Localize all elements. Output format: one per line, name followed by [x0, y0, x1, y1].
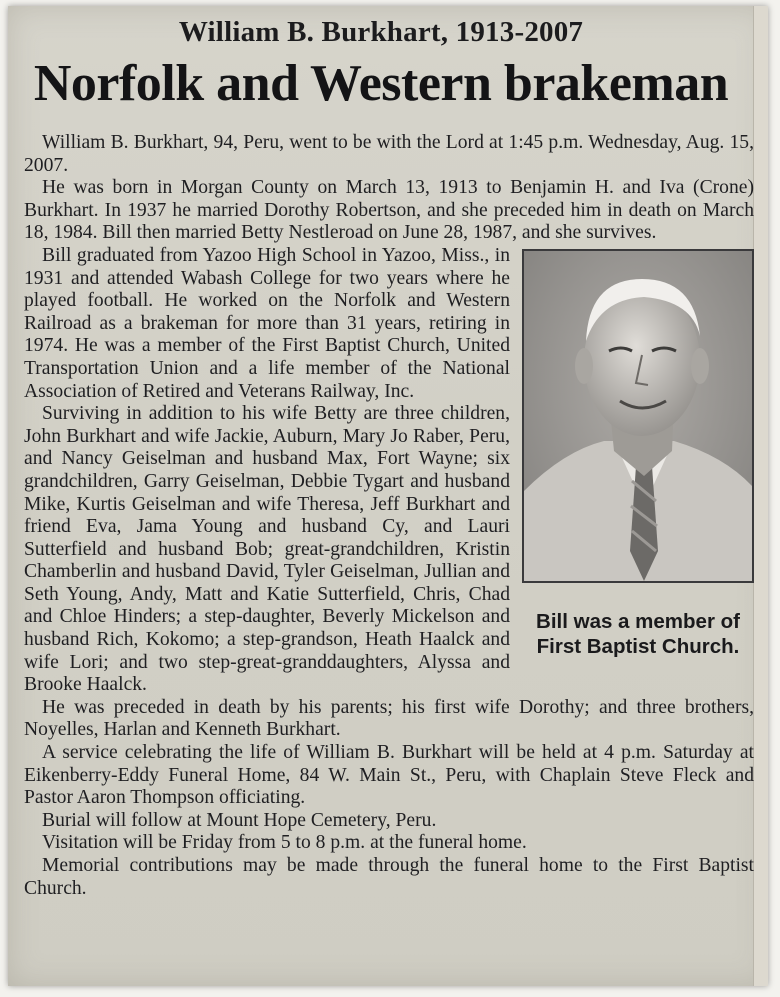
obituary-headline: Norfolk and Western brakeman [33, 55, 729, 112]
paragraph-death-notice: William B. Burkhart, 94, Peru, went to be with the Lord at 1:45 p.m. Wednesday, Aug. 15, 2007. [24, 132, 754, 176]
paragraph-visitation: Visitation will be Friday from 5 to 8 p.m. at the funeral home. [42, 832, 527, 854]
paragraph-survivors: Surviving in addition to his wife Betty are three children, John Burkhart and wife Jackie, Auburn, Mary Jo Raber, Peru, and Nancy Geiselman and husband Max, Fort Wayne; six grandchildren, Garry Geiselman, Debbie Tygart and husband Mike, Kurtis Geiselman and wife Theresa, Jeff Burkhart and friend Eva, Jama Young and husband Cy, and Lauri Sutterfield and husband Bob; great-grandchildren, Kristin Chamberlin and husband David, Tyler Geiselman, Jullian and Seth Young, Andy, Matt and Katie Sutterfield, Chris, Chad and Chloe Hinders; a step-daughter, Beverly Mickelson and husband Rich, Kokomo; a step-grandson, Heath Haalck and wife Lori; and two step-great-granddaughters, Alyssa and Brooke Haalck. [24, 403, 510, 696]
paragraph-preceded: He was preceded in death by his parents; his first wife Dorothy; and three brothers, Noyelles, Harlan and Kenneth Burkhart. [24, 696, 754, 741]
photo-caption: Bill was a member of First Baptist Church. [536, 609, 740, 658]
newspaper-clipping [8, 6, 768, 986]
portrait-photo [522, 249, 754, 583]
obituary-kicker: William B. Burkhart, 1913-2007 [178, 16, 584, 48]
photo-block [522, 249, 754, 659]
paragraph-career: Bill graduated from Yazoo High School in Yazoo, Miss., in 1931 and attended Wabash College for two years where he played football. He worked on the Norfolk and Western Railroad as a brakeman for more than 31 years, retiring in 1974. He was a member of the First Baptist Church, United Transportation Union and a life member of the National Association of Retired and Veterans Railway, Inc. [24, 244, 510, 402]
obituary-body [24, 132, 754, 900]
paragraph-birth-marriage: He was born in Morgan County on March 13, 1913 to Benjamin H. and Iva (Crone) Burkhart. In 1937 he married Dorothy Robertson, and she preceded him in death on March 18, 1984. Bill then married Betty Nestleroad on June 28, 1987, and she survives. [24, 177, 754, 244]
paragraph-memorial: Memorial contributions may be made through the funeral home to the First Baptist Church. [24, 855, 754, 899]
adjacent-column-edge [753, 6, 768, 986]
paragraph-service: A service celebrating the life of William B. Burkhart will be held at 4 p.m. Saturday at Eikenberry-Eddy Funeral Home, 84 W. Main St., Peru, with Chaplain Steve Fleck and Pastor Aaron Thompson officiating. [24, 742, 754, 809]
paragraph-burial: Burial will follow at Mount Hope Cemetery, Peru. [42, 809, 437, 831]
